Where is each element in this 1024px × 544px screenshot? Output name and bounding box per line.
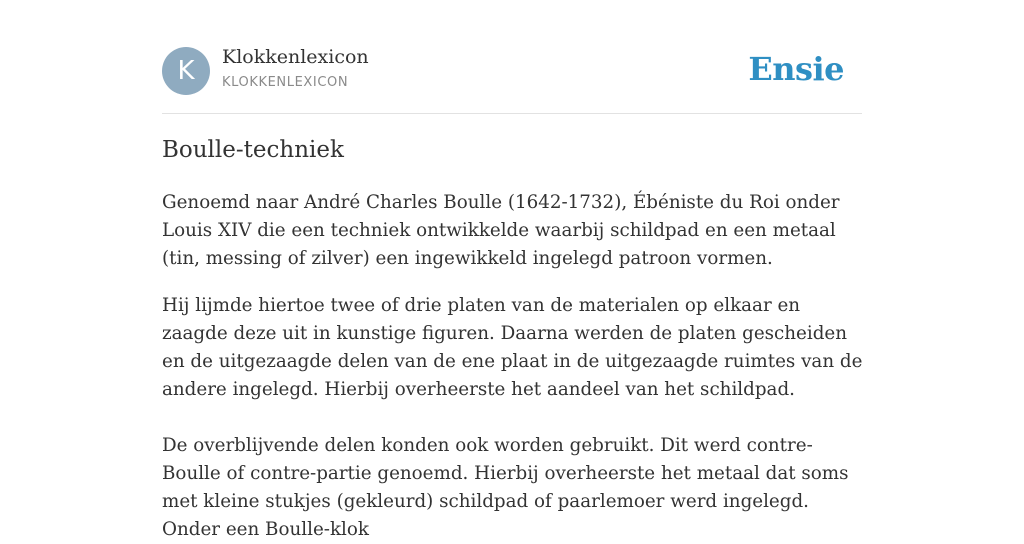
header — [162, 0, 862, 114]
article-paragraph: Genoemd naar André Charles Boulle (1642-1732), Ébéniste du Roi onder Louis XIV die een techniek ontwikkelde waarbij schildpad en een metaal (tin, messing of zilver) een ingewikkeld ingelegd patroon vormen. — [162, 192, 840, 269]
brand-logo[interactable]: Ensie — [748, 50, 844, 88]
article-paragraph: De overblijvende delen konden ook worden gebruikt. Dit werd contre-Boulle of contre-partie genoemd. Hierbij overheerste het metaal dat soms met kleine stukjes (gekleurd) schildpad of paarlemoer werd ingelegd. Onder een Boulle-klok — [162, 435, 849, 540]
avatar[interactable]: K — [162, 47, 210, 95]
source-name-link[interactable]: Klokkenlexicon — [222, 46, 369, 68]
article-body — [162, 189, 864, 544]
page — [162, 0, 863, 540]
source-subtitle: KLOKKENLEXICON — [222, 75, 349, 90]
article-title: Boulle-techniek — [162, 137, 344, 163]
article-paragraph: Hij lijmde hiertoe twee of drie platen van de materialen op elkaar en zaagde deze uit in kunstige figuren. Daarna werden de platen gescheiden en de uitgezaagde delen van de ene plaat in de uitgezaagde ruimtes van de andere ingelegd. Hierbij overheerste het aandeel van het schildpad. — [162, 295, 863, 400]
